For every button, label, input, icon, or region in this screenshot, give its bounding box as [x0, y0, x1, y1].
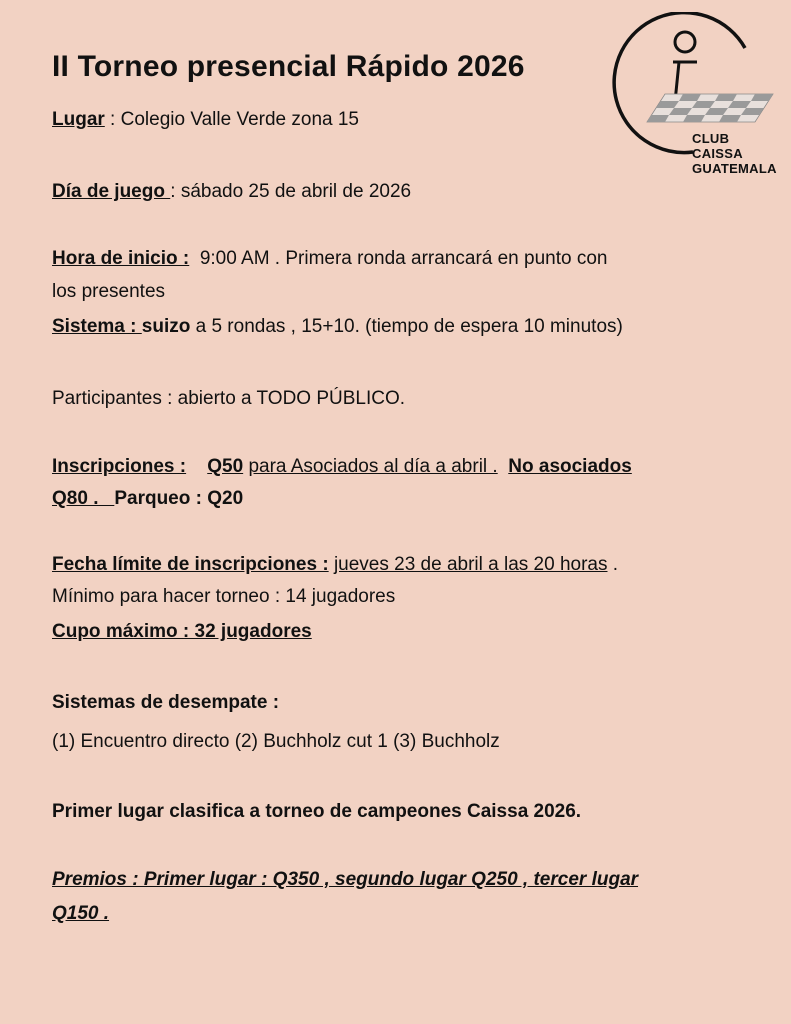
- sistema-label: Sistema :: [52, 316, 142, 337]
- inscripciones-label: Inscripciones :: [52, 456, 187, 477]
- fecha-limite-label: Fecha límite de inscripciones :: [52, 554, 329, 575]
- lugar-value: Colegio Valle Verde zona 15: [120, 109, 359, 130]
- hora-line: [52, 247, 608, 271]
- dia-line: [52, 180, 411, 204]
- hora-value: 9:00 AM . Primera ronda arrancará en punto con: [199, 248, 608, 269]
- dia-sep: :: [170, 181, 181, 202]
- lugar-label: Lugar: [52, 109, 105, 130]
- inscripciones-line: [52, 455, 632, 479]
- dia-label: Día de juego: [52, 181, 171, 202]
- parqueo-text: Parqueo : Q20: [114, 488, 244, 509]
- no-asociados-label: No asociados: [508, 456, 632, 477]
- logo-text-club: CLUB: [692, 131, 730, 146]
- cupo-line: Cupo máximo : 32 jugadores: [52, 621, 312, 642]
- dia-value: sábado 25 de abril de 2026: [180, 181, 412, 202]
- logo-text-guatemala: GUATEMALA: [692, 161, 777, 176]
- logo-text-caissa: CAISSA: [692, 146, 743, 161]
- premios-line-2: Q150 .: [52, 903, 110, 924]
- sistema-bold-value: suizo: [141, 316, 191, 337]
- hora-label: Hora de inicio :: [52, 248, 190, 269]
- sistema-value: a 5 rondas , 15+10. (tiempo de espera 10 minutos): [190, 316, 623, 337]
- desempate-title: Sistemas de desempate :: [52, 692, 280, 713]
- fecha-limite-end: .: [607, 554, 619, 575]
- lugar-line: [52, 108, 359, 132]
- sistema-line: [52, 315, 623, 339]
- premios-line-1: Premios : Primer lugar : Q350 , segundo lugar Q250 , tercer lugar: [52, 869, 639, 890]
- page-title: II Torneo presencial Rápido 2026: [52, 50, 525, 83]
- inscripciones-amount: Q50: [207, 456, 244, 477]
- fecha-limite-value: jueves 23 de abril a las 20 horas: [333, 554, 608, 575]
- clasifica-line: Primer lugar clasifica a torneo de campeones Caissa 2026.: [52, 801, 582, 822]
- lugar-sep: :: [104, 109, 121, 130]
- fecha-limite-line: [52, 553, 618, 577]
- hora-continuation: los presentes: [52, 281, 166, 302]
- participantes-line: Participantes : abierto a TODO PÚBLICO.: [52, 388, 406, 409]
- desempate-text: (1) Encuentro directo (2) Buchholz cut 1 (3) Buchholz: [52, 731, 500, 752]
- no-asociados-amount: Q80 .: [52, 488, 99, 509]
- inscripciones-desc: para Asociados al día a abril .: [248, 456, 498, 477]
- minimo-line: Mínimo para hacer torneo : 14 jugadores: [52, 586, 396, 607]
- inscripciones-line-2: [52, 487, 243, 511]
- chessboard-icon: [647, 94, 773, 122]
